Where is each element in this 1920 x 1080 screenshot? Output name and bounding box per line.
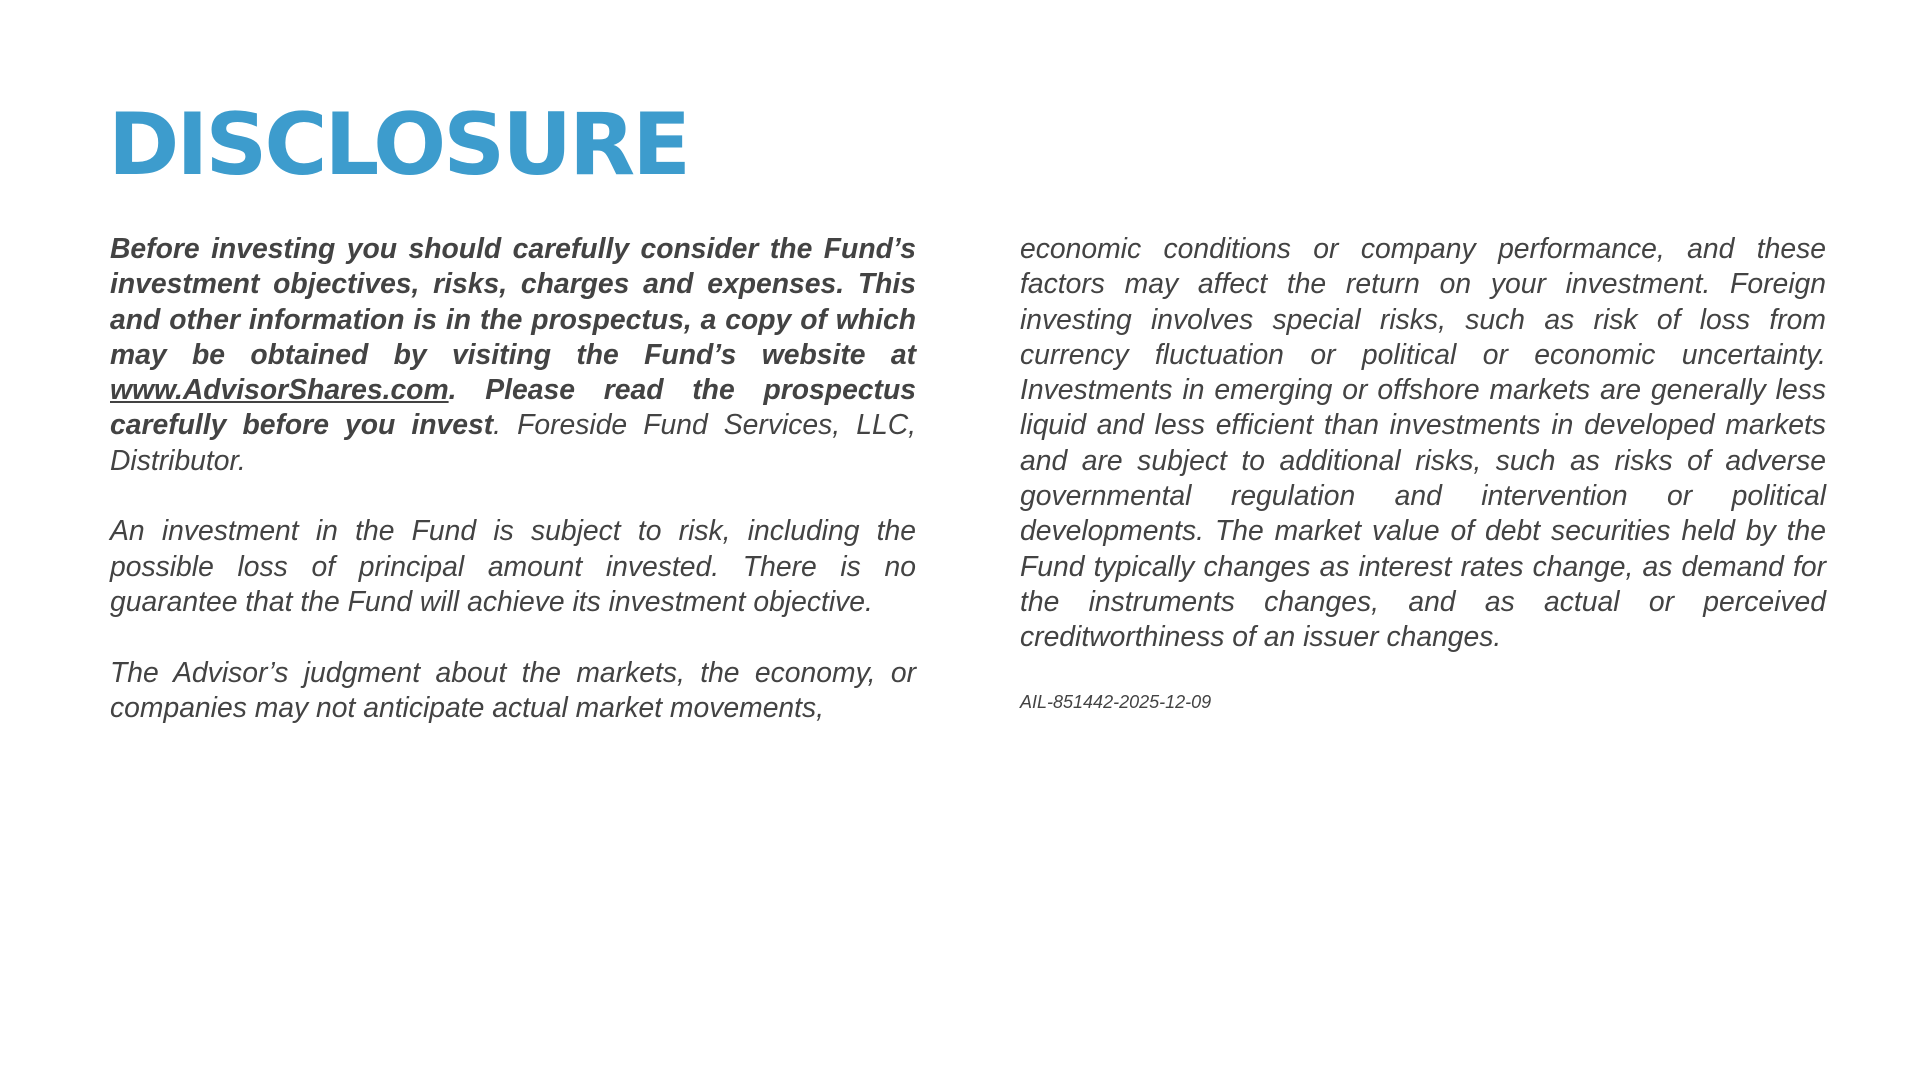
compliance-code: AIL-851442-2025-12-09	[1020, 691, 1212, 712]
risk-paragraph: An investment in the Fund is subject to risk, including the possible loss of principal amount invested. There is no guarantee that the Fund will achieve its investment objective.	[110, 514, 916, 617]
distributor-text: . Foreside Fund Services, LLC, Distributor.	[110, 408, 916, 476]
advisor-judgment-paragraph: The Advisor’s judgment about the markets, the economy, or companies may not anticipate actual market movements,	[110, 655, 916, 723]
disclosure-left-column	[110, 231, 916, 725]
market-risk-paragraph: economic conditions or company performance, and these factors may affect the return on your investment. Foreign investing involves special risks, such as risk of loss from currency fluctuation or political or economic uncertainty. Investments in emerging or offshore markets are generally less liquid and less efficient than investments in developed markets and are subject to additional risks, such as risks of adverse governmental regulation and intervention or political developments. The market value of debt securities held by the Fund typically changes as interest rates change, as demand for the instruments changes, and as actual or perceived creditworthiness of an issuer changes.	[1020, 232, 1826, 653]
prospectus-bold-text: Before investing you should carefully consider the Fund’s investment objectives, risks, charges and expenses. This and other information is in the prospectus, a copy of which may be obtained by visiting the Fund’s website at	[110, 232, 916, 370]
disclosure-right-column	[1020, 231, 1826, 713]
prospectus-paragraph	[110, 231, 916, 478]
advisorshares-website-link[interactable]: www.AdvisorShares.com	[110, 373, 449, 406]
prospectus-read-text: . Please read the prospectus carefully before you invest	[110, 373, 916, 441]
page-title: DISCLOSURE	[108, 95, 689, 195]
